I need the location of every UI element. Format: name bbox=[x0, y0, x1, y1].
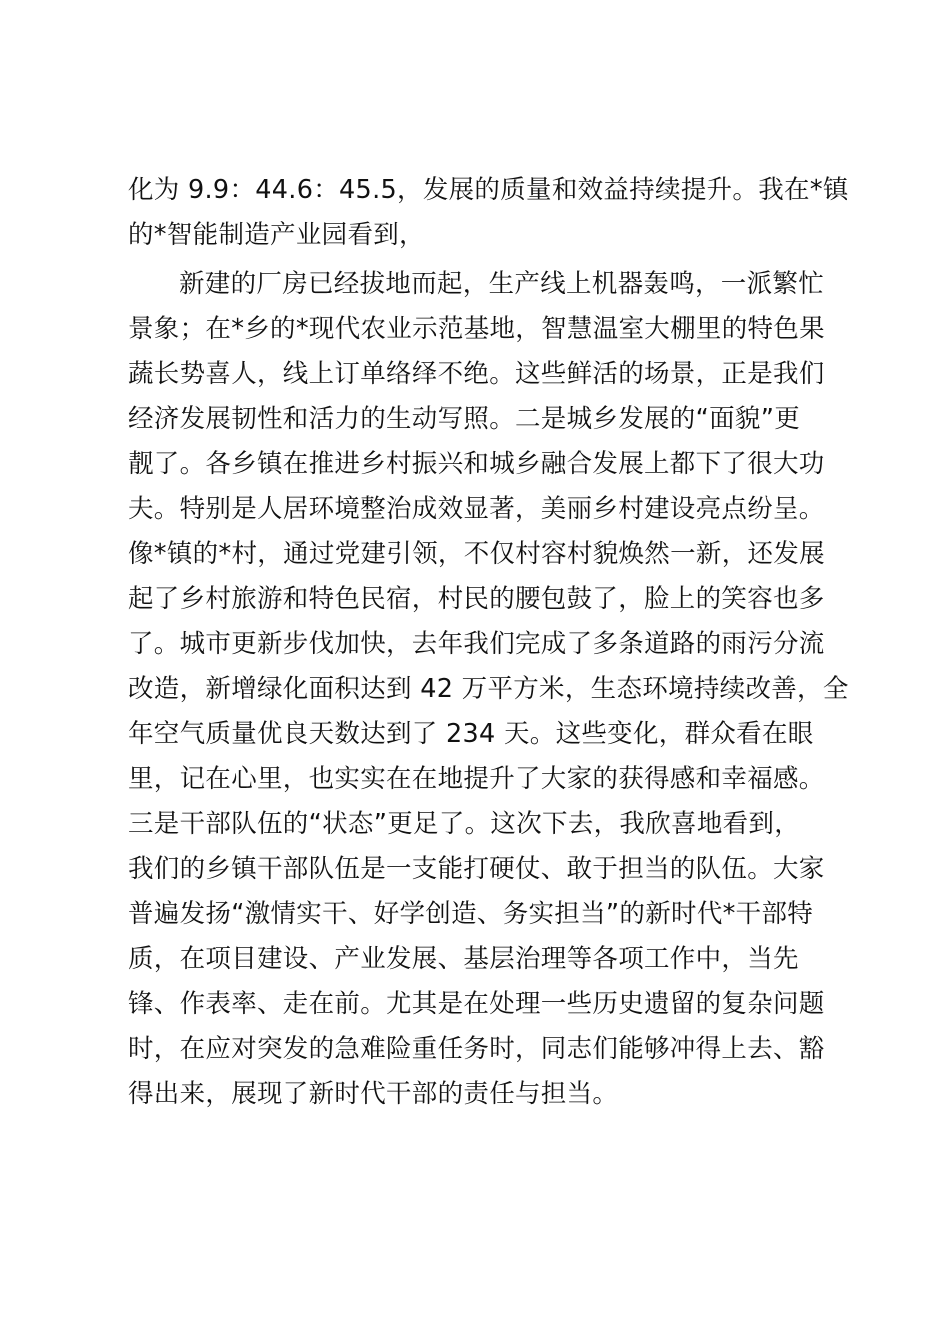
text-line: 三是干部队伍的“状态”更足了。这次下去，我欣喜地看到， bbox=[128, 809, 801, 839]
text-line: 得出来，展现了新时代干部的责任与担当。 bbox=[128, 1079, 619, 1109]
text-line: 时，在应对突发的急难险重任务时，同志们能够冲得上去、豁 bbox=[128, 1034, 825, 1064]
text-line: 化为 9.9：44.6：45.5，发展的质量和效益持续提升。我在*镇 bbox=[128, 175, 849, 205]
text-line: 蔬长势喜人，线上订单络绎不绝。这些鲜活的场景，正是我们 bbox=[128, 359, 825, 389]
text-line: 景象；在*乡的*现代农业示范基地，智慧温室大棚里的特色果 bbox=[128, 314, 825, 344]
text-line: 了。城市更新步伐加快，去年我们完成了多条道路的雨污分流 bbox=[128, 629, 825, 659]
text-line: 我们的乡镇干部队伍是一支能打硬仗、敢于担当的队伍。大家 bbox=[128, 854, 825, 884]
text-line: 里，记在心里，也实实在在地提升了大家的获得感和幸福感。 bbox=[128, 764, 825, 794]
paragraph-first-line: 新建的厂房已经拔地而起，生产线上机器轰鸣，一派繁忙 bbox=[179, 269, 825, 299]
text-line: 经济发展韧性和活力的生动写照。二是城乡发展的“面貌”更 bbox=[128, 404, 801, 434]
text-line: 像*镇的*村，通过党建引领，不仅村容村貌焕然一新，还发展 bbox=[128, 539, 825, 569]
text-line: 的*智能制造产业园看到， bbox=[128, 220, 425, 250]
text-line: 普遍发扬“激情实干、好学创造、务实担当”的新时代*干部特 bbox=[128, 899, 814, 929]
text-line: 锋、作表率、走在前。尤其是在处理一些历史遗留的复杂问题 bbox=[128, 989, 825, 1019]
text-line: 起了乡村旅游和特色民宿，村民的腰包鼓了，脸上的笑容也多 bbox=[128, 584, 825, 614]
text-line: 夫。特别是人居环境整治成效显著，美丽乡村建设亮点纷呈。 bbox=[128, 494, 825, 524]
text-line: 年空气质量优良天数达到了 234 天。这些变化，群众看在眼 bbox=[128, 719, 814, 749]
text-line: 改造，新增绿化面积达到 42 万平方米，生态环境持续改善，全 bbox=[128, 674, 849, 704]
text-line: 质，在项目建设、产业发展、基层治理等各项工作中，当先 bbox=[128, 944, 799, 974]
text-line: 靓了。各乡镇在推进乡村振兴和城乡融合发展上都下了很大功 bbox=[128, 449, 825, 479]
